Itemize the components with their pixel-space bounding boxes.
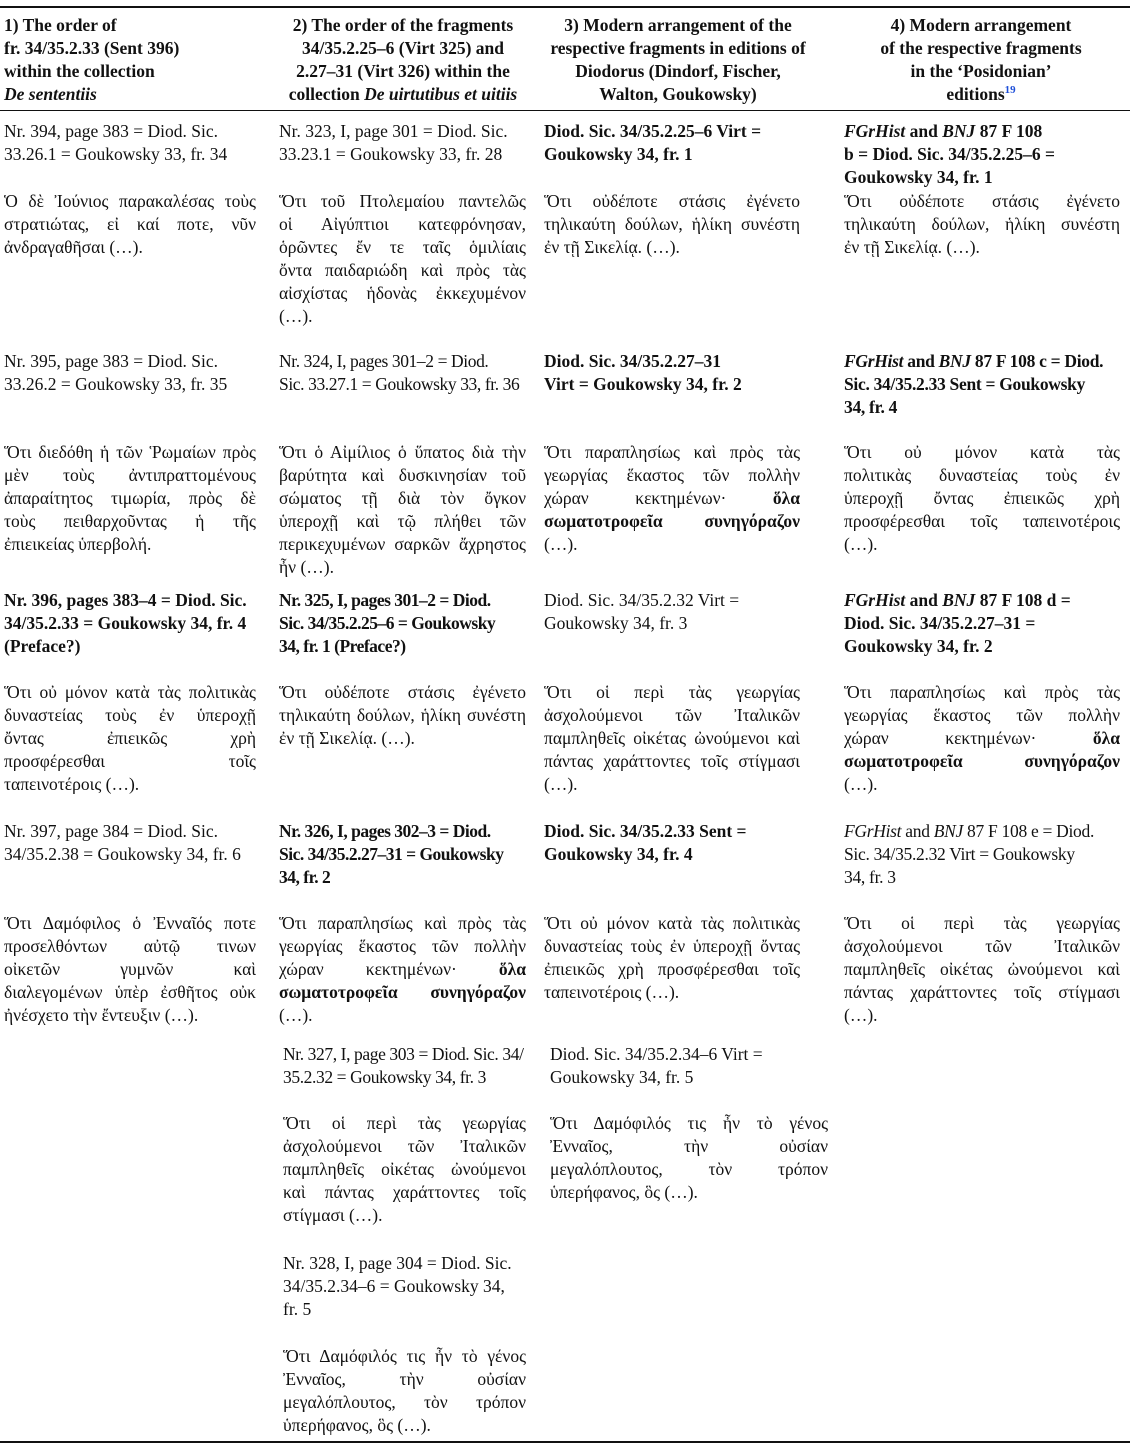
column-header-3: 3) Modern arrangement of the respective fragments in editions of Diodorus (Dindorf, Fischer, Walton, Goukowsky) [550, 15, 806, 104]
table-bottom-rule [0, 1441, 1130, 1443]
col4-row1-text: Ὅτι οὐδέποτε στάσις ἐγένετο τηλικαύτη δούλων, ἡλίκη συνέστη ἐν τῇ Σικελίᾳ. (…). [844, 191, 1120, 257]
col3-row1-ref: Diod. Sic. 34/35.2.25–6 Virt = Goukowsky 34, fr. 1 [544, 121, 762, 164]
col3-row4-ref: Diod. Sic. 34/35.2.33 Sent = Goukowsky 34, fr. 4 [544, 821, 747, 864]
col1-row3-ref: Nr. 396, pages 383–4 = Diod. Sic. 34/35.2.33 = Goukowsky 34, fr. 4 (Preface?) [4, 590, 247, 656]
col4-row2-text: Ὅτι οὐ μόνον κατὰ τὰς πολιτικὰς δυναστείας τοὺς ἐν ὑπεροχῇ ὄντας ἐπιεικῶς χρὴ προσφέρεσθαι τοῖς ταπεινοτέροις (…). [844, 442, 1120, 554]
col2-row1-ref: Nr. 323, I, page 301 = Diod. Sic. 33.23.1 = Goukowsky 33, fr. 28 [279, 121, 508, 164]
col3-row2-ref: Diod. Sic. 34/35.2.27–31 Virt = Goukowsky 34, fr. 2 [544, 351, 742, 394]
col1-row4-text: Ὅτι Δαμόφιλος ὁ Ἐνναῖός ποτε προσελθόντων αὐτῷ τινων οἰκετῶν γυμνῶν καὶ διαλεγομένων ὑπὲρ ἐσθῆτος οὐκ ἠνέσχετο τὴν ἔντευξιν (…). [4, 913, 256, 1025]
col2-row4-ref: Nr. 326, I, pages 302–3 = Diod. Sic. 34/35.2.27–31 = Goukowsky 34, fr. 2 [279, 821, 504, 887]
col4-row2-ref: FGrHist and BNJ 87 F 108 c = Diod. Sic. 34/35.2.33 Sent = Goukowsky 34, fr. 4 [844, 351, 1104, 417]
col3-row3-text: Ὅτι οἱ περὶ τὰς γεωργίας ἀσχολούμενοι τῶν Ἰταλικῶν παμπληθεῖς οἰκέτας ὠνούμενοι καὶ πάντας χαράττοντες τοῖς στίγμασι (…). [544, 682, 800, 794]
col3-row3-ref: Diod. Sic. 34/35.2.32 Virt = Goukowsky 34, fr. 3 [544, 590, 740, 633]
col3-row2-text: Ὅτι παραπλησίως καὶ πρὸς τὰς γεωργίας ἕκαστος τῶν πολλὴν χώραν κεκτημένων· ὅλα σωματοτροφεῖα συνηγόραζον (…). [544, 442, 800, 554]
col2-row5-text: Ὅτι οἱ περὶ τὰς γεωργίας ἀσχολούμενοι τῶν Ἰταλικῶν παμπληθεῖς οἰκέτας ὠνούμενοι καὶ πάντας χαράττοντες τοῖς στίγμασι (…). [283, 1113, 526, 1225]
col1-row2-text: Ὅτι διεδόθη ἡ τῶν Ῥωμαίων πρὸς μὲν τοὺς ἀντιπραττομένους ἀπαραίτητος τιμωρία, πρὸς δὲ τοὺς πειθαρχοῦντας ἡ τῆς ἐπιεικείας ὑπερβολή. [4, 442, 256, 554]
col4-row4-ref: FGrHist and BNJ 87 F 108 e = Diod. Sic. 34/35.2.32 Virt = Goukowsky 34, fr. 3 [844, 821, 1095, 887]
col1-row4-ref: Nr. 397, page 384 = Diod. Sic. 34/35.2.38 = Goukowsky 34, fr. 6 [4, 821, 241, 864]
col2-row2-ref: Nr. 324, I, pages 301–2 = Diod. Sic. 33.27.1 = Goukowsky 33, fr. 36 [279, 351, 520, 394]
col2-row6-ref: Nr. 328, I, page 304 = Diod. Sic. 34/35.2.34–6 = Goukowsky 34, fr. 5 [283, 1253, 512, 1319]
col4-row3-text: Ὅτι παραπλησίως καὶ πρὸς τὰς γεωργίας ἕκαστος τῶν πολλὴν χώραν κεκτημένων· ὅλα σωματοτροφεῖα συνηγόραζον (…). [844, 682, 1120, 794]
header-rule [0, 110, 1130, 111]
col2-row3-ref: Nr. 325, I, pages 301–2 = Diod. Sic. 34/35.2.25–6 = Goukowsky 34, fr. 1 (Preface?) [279, 590, 496, 656]
col1-row3-text: Ὅτι οὐ μόνον κατὰ τὰς πολιτικὰς δυναστείας τοὺς ἐν ὑπεροχῇ ὄντας ἐπιεικῶς χρὴ προσφέρεσθαι τοῖς ταπεινοτέροις (…). [4, 682, 256, 794]
col2-row2-text: Ὅτι ὁ Αἰμίλιος ὁ ὕπατος διὰ τὴν βαρύτητα καὶ δυσκινησίαν τοῦ σώματος τῇ διὰ τὸν ὄγκον ὑπεροχῇ καὶ τῷ πλήθει τῶν περικεχυμένων σαρκῶν ἄχρηστος ἦν (…). [279, 442, 526, 577]
col3-row5-text: Ὅτι Δαμόφιλός τις ἦν τὸ γένος Ἐνναῖος, τὴν οὐσίαν μεγαλόπλουτος, τὸν τρόπον ὑπερήφανος, ὃς (…). [550, 1113, 828, 1202]
column-header-2: 2) The order of the fragments 34/35.2.25–6 (Virt 325) and 2.27–31 (Virt 326) within the collection De uirtutibus et uitiis [288, 15, 518, 104]
col1-row1-ref: Nr. 394, page 383 = Diod. Sic. 33.26.1 = Goukowsky 33, fr. 34 [4, 121, 228, 164]
col3-row4-text: Ὅτι οὐ μόνον κατὰ τὰς πολιτικὰς δυναστείας τοὺς ἐν ὑπεροχῇ ὄντας ἐπιεικῶς χρὴ προσφέρεσθαι τοῖς ταπεινοτέροις (…). [544, 913, 800, 1002]
col1-row2-ref: Nr. 395, page 383 = Diod. Sic. 33.26.2 = Goukowsky 33, fr. 35 [4, 351, 228, 394]
col2-row1-text: Ὅτι τοῦ Πτολεμαίου παντελῶς οἱ Αἰγύπτιοι κατεφρόνησαν, ὁρῶντες ἔν τε ταῖς ὁμιλίαις ὄντα παιδαριώδη καὶ πρὸς τὰς αἰσχίστας ἡδονὰς ἐκκεχυμένον (…). [279, 191, 526, 326]
column-header-4: 4) Modern arrangement of the respective fragments in the ‘Posidonian’ editions$^{19}$ [880, 15, 1082, 104]
col3-row1-text: Ὅτι οὐδέποτε στάσις ἐγένετο τηλικαύτη δούλων, ἡλίκη συνέστη ἐν τῇ Σικελίᾳ. (…). [544, 191, 800, 257]
col2-row6-text: Ὅτι Δαμόφιλός τις ἦν τὸ γένος Ἐνναῖος, τὴν οὐσίαν μεγαλόπλουτος, τὸν τρόπον ὑπερήφανος, ὃς (…). [283, 1346, 526, 1435]
col4-row4-text: Ὅτι οἱ περὶ τὰς γεωργίας ἀσχολούμενοι τῶν Ἰταλικῶν παμπληθεῖς οἰκέτας ὠνούμενοι καὶ πάντας χαράττοντες τοῖς στίγμασι (…). [844, 913, 1120, 1025]
table-top-rule [0, 6, 1130, 8]
col2-row4-text: Ὅτι παραπλησίως καὶ πρὸς τὰς γεωργίας ἕκαστος τῶν πολλὴν χώραν κεκτημένων· ὅλα σωματοτροφεῖα συνηγόραζον (…). [279, 913, 526, 1025]
column-header-1: 1) The order of fr. 34/35.2.33 (Sent 396) within the collection De sententiis [4, 15, 180, 104]
col4-row1-ref: FGrHist and BNJ 87 F 108 b = Diod. Sic. 34/35.2.25–6 = Goukowsky 34, fr. 1 [844, 121, 1056, 187]
col2-row5-ref: Nr. 327, I, page 303 = Diod. Sic. 34/ 35.2.32 = Goukowsky 34, fr. 3 [283, 1044, 524, 1087]
col3-row5-ref: Diod. Sic. 34/35.2.34–6 Virt = Goukowsky 34, fr. 5 [550, 1044, 763, 1087]
col1-row1-text: Ὁ δὲ Ἰούνιος παρακαλέσας τοὺς στρατιώτας, εἰ καί ποτε, νῦν ἀνδραγαθῆσαι (…). [4, 191, 256, 257]
footnote-ref-19[interactable]: 19 [1004, 84, 1016, 97]
col4-row3-ref: FGrHist and BNJ 87 F 108 d = Diod. Sic. 34/35.2.27–31 = Goukowsky 34, fr. 2 [844, 590, 1071, 656]
col2-row3-text: Ὅτι οὐδέποτε στάσις ἐγένετο τηλικαύτη δούλων, ἡλίκη συνέστη ἐν τῇ Σικελίᾳ. (…). [279, 682, 526, 748]
